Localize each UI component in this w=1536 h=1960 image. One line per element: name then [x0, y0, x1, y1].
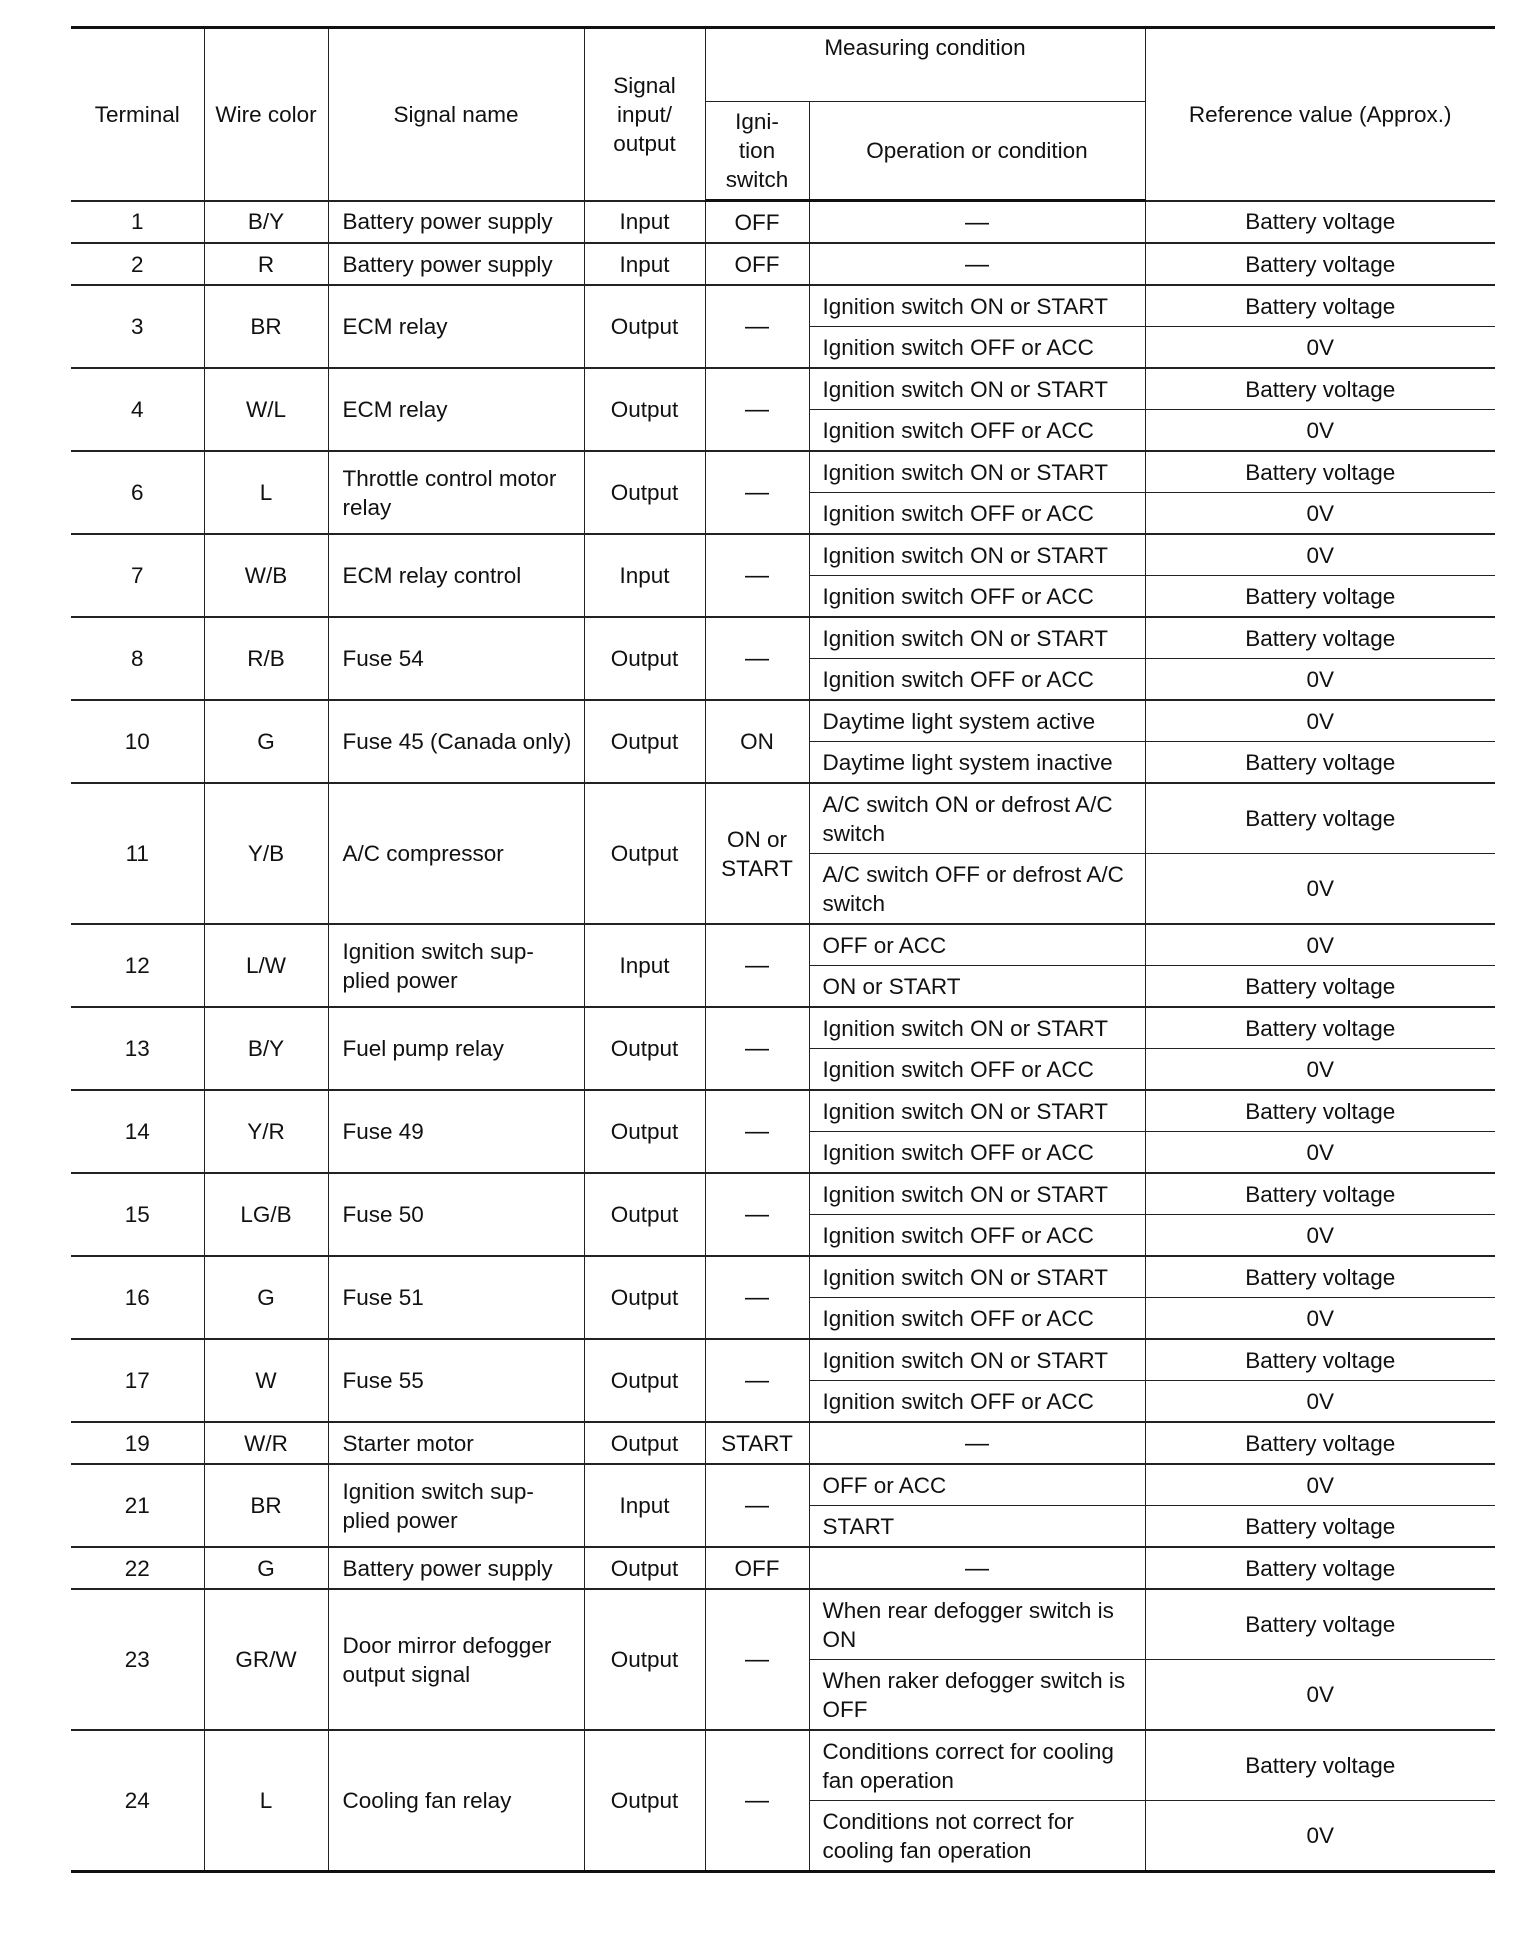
operation-condition: ON or START [809, 966, 1145, 1008]
wire-color: Y/R [204, 1090, 328, 1173]
ignition-switch: — [705, 1730, 809, 1872]
ignition-switch: — [705, 285, 809, 368]
terminal-number: 3 [71, 285, 204, 368]
operation-condition: — [809, 243, 1145, 285]
signal-name: Starter motor [328, 1422, 584, 1464]
wire-color: LG/B [204, 1173, 328, 1256]
reference-value: 0V [1145, 924, 1495, 966]
terminal-number: 21 [71, 1464, 204, 1547]
terminal-number: 24 [71, 1730, 204, 1872]
operation-condition: Daytime light system active [809, 700, 1145, 742]
reference-value: 0V [1145, 327, 1495, 369]
operation-condition: START [809, 1506, 1145, 1548]
signal-name: Cooling fan relay [328, 1730, 584, 1872]
signal-io: Input [584, 243, 705, 285]
terminal-number: 23 [71, 1589, 204, 1730]
signal-name: Fuel pump relay [328, 1007, 584, 1090]
ignition-switch: — [705, 1007, 809, 1090]
wire-color: Y/B [204, 783, 328, 924]
signal-io: Output [584, 1173, 705, 1256]
operation-condition: — [809, 201, 1145, 244]
operation-condition: Ignition switch OFF or ACC [809, 493, 1145, 535]
terminal-number: 8 [71, 617, 204, 700]
signal-name: Battery power supply [328, 201, 584, 244]
reference-value: 0V [1145, 854, 1495, 925]
wire-color: W/B [204, 534, 328, 617]
table-row [71, 700, 1495, 742]
wire-color: G [204, 700, 328, 783]
reference-value: 0V [1145, 700, 1495, 742]
header-operation: Operation or condition [809, 102, 1145, 201]
operation-condition: Ignition switch ON or START [809, 1173, 1145, 1215]
operation-condition: OFF or ACC [809, 1464, 1145, 1506]
ignition-switch: — [705, 534, 809, 617]
ignition-switch: START [705, 1422, 809, 1464]
wire-color: L/W [204, 924, 328, 1007]
reference-value: Battery voltage [1145, 1589, 1495, 1660]
table-row [71, 368, 1495, 410]
operation-condition: A/C switch ON or defrost A/C switch [809, 783, 1145, 854]
operation-condition: Ignition switch ON or START [809, 617, 1145, 659]
reference-value: Battery voltage [1145, 1090, 1495, 1132]
reference-value: Battery voltage [1145, 1173, 1495, 1215]
signal-name: Fuse 54 [328, 617, 584, 700]
ignition-switch: — [705, 924, 809, 1007]
signal-name: Fuse 51 [328, 1256, 584, 1339]
table-row [71, 924, 1495, 966]
operation-condition: Ignition switch ON or START [809, 1339, 1145, 1381]
operation-condition: Ignition switch OFF or ACC [809, 1215, 1145, 1257]
signal-io: Input [584, 534, 705, 617]
ignition-switch: — [705, 1090, 809, 1173]
signal-io: Output [584, 368, 705, 451]
table-row [71, 1173, 1495, 1215]
operation-condition: Ignition switch ON or START [809, 368, 1145, 410]
table-header [71, 28, 1495, 201]
reference-value: Battery voltage [1145, 1506, 1495, 1548]
operation-condition: When rear defogger switch is ON [809, 1589, 1145, 1660]
signal-io: Output [584, 285, 705, 368]
terminal-number: 17 [71, 1339, 204, 1422]
reference-value: 0V [1145, 1132, 1495, 1174]
operation-condition: Ignition switch OFF or ACC [809, 1049, 1145, 1091]
wire-color: G [204, 1256, 328, 1339]
reference-value: 0V [1145, 659, 1495, 701]
table-row [71, 534, 1495, 576]
ignition-switch: — [705, 1464, 809, 1547]
signal-io: Output [584, 1547, 705, 1589]
table-row [71, 1339, 1495, 1381]
ignition-switch: — [705, 617, 809, 700]
header-ignition-switch: Igni- tion switch [705, 102, 809, 201]
ignition-switch: ON [705, 700, 809, 783]
table-row [71, 1730, 1495, 1801]
operation-condition: When raker defogger switch is OFF [809, 1660, 1145, 1731]
operation-condition: Ignition switch OFF or ACC [809, 1132, 1145, 1174]
signal-name: Fuse 45 (Canada only) [328, 700, 584, 783]
reference-value: Battery voltage [1145, 285, 1495, 327]
signal-name: Battery power supply [328, 243, 584, 285]
signal-io: Output [584, 1589, 705, 1730]
wire-color: W/R [204, 1422, 328, 1464]
terminal-number: 7 [71, 534, 204, 617]
signal-name: Fuse 49 [328, 1090, 584, 1173]
reference-value: 0V [1145, 1381, 1495, 1423]
ignition-switch: — [705, 1256, 809, 1339]
operation-condition: Ignition switch OFF or ACC [809, 327, 1145, 369]
signal-name: ECM relay [328, 368, 584, 451]
reference-value: 0V [1145, 1298, 1495, 1340]
reference-value: Battery voltage [1145, 243, 1495, 285]
reference-value: Battery voltage [1145, 1422, 1495, 1464]
header-wire-color: Wire color [204, 28, 328, 201]
ignition-switch: ON or START [705, 783, 809, 924]
terminal-number: 19 [71, 1422, 204, 1464]
reference-value: Battery voltage [1145, 451, 1495, 493]
reference-value: 0V [1145, 1049, 1495, 1091]
operation-condition: Ignition switch ON or START [809, 1007, 1145, 1049]
operation-condition: Ignition switch OFF or ACC [809, 1381, 1145, 1423]
operation-condition: Conditions not correct for cooling fan operation [809, 1801, 1145, 1872]
reference-value: Battery voltage [1145, 617, 1495, 659]
table-body [71, 201, 1495, 1872]
signal-io: Input [584, 1464, 705, 1547]
wire-color: BR [204, 1464, 328, 1547]
reference-value: 0V [1145, 493, 1495, 535]
operation-condition: Ignition switch OFF or ACC [809, 1298, 1145, 1340]
header-signal-io: Signal input/ output [584, 28, 705, 201]
terminal-reference-table [71, 26, 1495, 1873]
header-signal-name: Signal name [328, 28, 584, 201]
operation-condition: Ignition switch OFF or ACC [809, 659, 1145, 701]
signal-io: Output [584, 1422, 705, 1464]
operation-condition: Ignition switch ON or START [809, 285, 1145, 327]
ignition-switch: — [705, 1173, 809, 1256]
signal-io: Output [584, 1730, 705, 1872]
reference-value: Battery voltage [1145, 1007, 1495, 1049]
reference-value: Battery voltage [1145, 576, 1495, 618]
reference-value: Battery voltage [1145, 966, 1495, 1008]
signal-name: Fuse 50 [328, 1173, 584, 1256]
wire-color: GR/W [204, 1589, 328, 1730]
reference-value: 0V [1145, 410, 1495, 452]
ignition-switch: OFF [705, 1547, 809, 1589]
wire-color: W/L [204, 368, 328, 451]
reference-value: Battery voltage [1145, 783, 1495, 854]
header-reference-value: Reference value (Approx.) [1145, 28, 1495, 201]
wire-color: BR [204, 285, 328, 368]
operation-condition: Conditions correct for cooling fan operation [809, 1730, 1145, 1801]
operation-condition: Ignition switch ON or START [809, 1256, 1145, 1298]
signal-io: Output [584, 1007, 705, 1090]
terminal-number: 1 [71, 201, 204, 244]
header-terminal: Terminal [71, 28, 204, 201]
ignition-switch: OFF [705, 243, 809, 285]
reference-value: 0V [1145, 1464, 1495, 1506]
reference-value: Battery voltage [1145, 1547, 1495, 1589]
signal-io: Output [584, 1339, 705, 1422]
terminal-reference-table-sheet [71, 26, 1495, 1873]
wire-color: W [204, 1339, 328, 1422]
wire-color: R/B [204, 617, 328, 700]
reference-value: Battery voltage [1145, 368, 1495, 410]
terminal-number: 2 [71, 243, 204, 285]
table-row [71, 285, 1495, 327]
reference-value: 0V [1145, 534, 1495, 576]
operation-condition: Ignition switch ON or START [809, 451, 1145, 493]
signal-io: Output [584, 1256, 705, 1339]
wire-color: L [204, 451, 328, 534]
signal-io: Output [584, 783, 705, 924]
ignition-switch: — [705, 368, 809, 451]
ignition-switch: — [705, 1339, 809, 1422]
table-row [71, 617, 1495, 659]
reference-value: 0V [1145, 1215, 1495, 1257]
terminal-number: 13 [71, 1007, 204, 1090]
table-row [71, 1007, 1495, 1049]
terminal-number: 15 [71, 1173, 204, 1256]
ignition-switch: — [705, 451, 809, 534]
operation-condition: A/C switch OFF or defrost A/C switch [809, 854, 1145, 925]
operation-condition: Ignition switch ON or START [809, 1090, 1145, 1132]
signal-io: Output [584, 700, 705, 783]
terminal-number: 12 [71, 924, 204, 1007]
reference-value: Battery voltage [1145, 1730, 1495, 1801]
signal-io: Input [584, 201, 705, 244]
table-row [71, 1256, 1495, 1298]
operation-condition: Daytime light system inactive [809, 742, 1145, 784]
signal-name: ECM relay [328, 285, 584, 368]
signal-name: Battery power supply [328, 1547, 584, 1589]
signal-io: Output [584, 1090, 705, 1173]
signal-name: Ignition switch sup- plied power [328, 1464, 584, 1547]
table-row [71, 783, 1495, 854]
operation-condition: Ignition switch OFF or ACC [809, 576, 1145, 618]
terminal-number: 14 [71, 1090, 204, 1173]
terminal-number: 16 [71, 1256, 204, 1339]
wire-color: B/Y [204, 1007, 328, 1090]
terminal-number: 10 [71, 700, 204, 783]
signal-name: Fuse 55 [328, 1339, 584, 1422]
signal-name: ECM relay control [328, 534, 584, 617]
wire-color: R [204, 243, 328, 285]
table-row [71, 1464, 1495, 1506]
table-row [71, 201, 1495, 244]
table-row [71, 1547, 1495, 1589]
terminal-number: 11 [71, 783, 204, 924]
signal-io: Output [584, 617, 705, 700]
wire-color: L [204, 1730, 328, 1872]
terminal-number: 22 [71, 1547, 204, 1589]
reference-value: Battery voltage [1145, 742, 1495, 784]
terminal-number: 4 [71, 368, 204, 451]
table-row [71, 1589, 1495, 1660]
operation-condition: Ignition switch ON or START [809, 534, 1145, 576]
signal-name: A/C compressor [328, 783, 584, 924]
operation-condition: Ignition switch OFF or ACC [809, 410, 1145, 452]
reference-value: Battery voltage [1145, 201, 1495, 244]
table-row [71, 1090, 1495, 1132]
signal-name: Door mirror defogger output signal [328, 1589, 584, 1730]
table-row [71, 243, 1495, 285]
wire-color: G [204, 1547, 328, 1589]
ignition-switch: OFF [705, 201, 809, 244]
table-row [71, 1422, 1495, 1464]
terminal-number: 6 [71, 451, 204, 534]
operation-condition: — [809, 1422, 1145, 1464]
reference-value: Battery voltage [1145, 1256, 1495, 1298]
table-row [71, 451, 1495, 493]
operation-condition: OFF or ACC [809, 924, 1145, 966]
reference-value: 0V [1145, 1660, 1495, 1731]
signal-io: Output [584, 451, 705, 534]
signal-io: Input [584, 924, 705, 1007]
operation-condition: — [809, 1547, 1145, 1589]
reference-value: Battery voltage [1145, 1339, 1495, 1381]
ignition-switch: — [705, 1589, 809, 1730]
reference-value: 0V [1145, 1801, 1495, 1872]
signal-name: Ignition switch sup- plied power [328, 924, 584, 1007]
wire-color: B/Y [204, 201, 328, 244]
header-measuring-condition: Measuring condition [705, 28, 1145, 102]
signal-name: Throttle control motor relay [328, 451, 584, 534]
